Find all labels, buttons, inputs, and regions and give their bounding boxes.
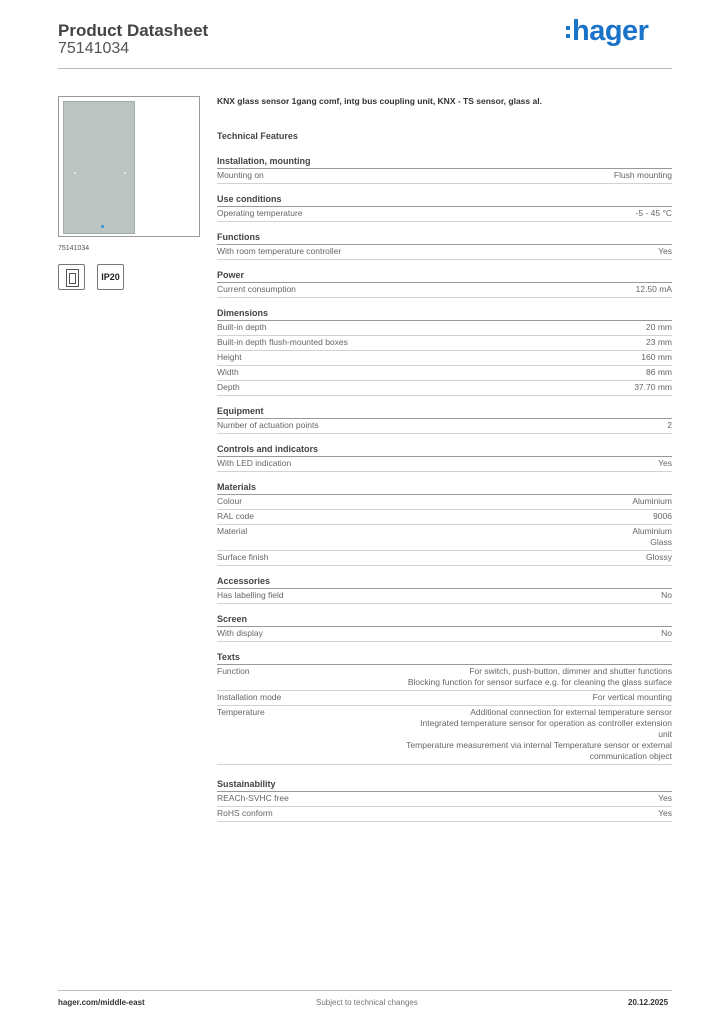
spec-row xyxy=(217,207,672,222)
spec-section xyxy=(217,270,672,298)
spec-row xyxy=(217,283,672,298)
spec-row xyxy=(217,589,672,604)
spec-value xyxy=(646,367,672,378)
spec-label: Width xyxy=(217,367,239,377)
spec-row xyxy=(217,381,672,396)
spec-section xyxy=(217,576,672,604)
spec-value-line: Yes xyxy=(658,793,672,803)
spec-value xyxy=(646,552,672,563)
spec-value-line: unit xyxy=(658,729,672,739)
section-title: Screen xyxy=(217,614,672,627)
spec-value xyxy=(632,526,672,548)
spec-value-line: Yes xyxy=(658,808,672,818)
spec-value xyxy=(658,458,672,469)
spec-value xyxy=(667,420,672,431)
spec-row xyxy=(217,807,672,822)
spec-label: RAL code xyxy=(217,511,255,521)
spec-row xyxy=(217,245,672,260)
section-title: Equipment xyxy=(217,406,672,419)
spec-section xyxy=(217,779,672,822)
spec-label: Current consumption xyxy=(217,284,296,294)
spec-value xyxy=(646,337,672,348)
spec-label: Temperature xyxy=(217,707,265,717)
page-sku: 75141034 xyxy=(58,40,130,57)
spec-value xyxy=(636,284,672,295)
spec-value xyxy=(632,496,672,507)
product-image-sku: 75141034 xyxy=(58,245,90,252)
spec-row xyxy=(217,366,672,381)
spec-value xyxy=(658,808,672,819)
spec-value-line: 160 mm xyxy=(641,352,672,362)
spec-value xyxy=(593,692,672,703)
spec-section xyxy=(217,156,672,184)
section-title: Dimensions xyxy=(217,308,672,321)
product-description: KNX glass sensor 1gang comf, intg bus coupling unit, KNX - TS sensor, glass al. xyxy=(217,96,542,106)
spec-value-line: Glass xyxy=(650,537,672,547)
section-title: Functions xyxy=(217,232,672,245)
spec-label: Function xyxy=(217,666,250,676)
spec-value-line: 9006 xyxy=(653,511,672,521)
section-title: Use conditions xyxy=(217,194,672,207)
spec-sections xyxy=(217,156,672,822)
section-title: Controls and indicators xyxy=(217,444,672,457)
footer-notice: Subject to technical changes xyxy=(316,998,418,1007)
ip-rating-badge xyxy=(97,264,124,290)
spec-value-line: 37.70 mm xyxy=(634,382,672,392)
spec-value-line: 86 mm xyxy=(646,367,672,377)
spec-label: Built-in depth flush-mounted boxes xyxy=(217,337,348,347)
spec-label: With display xyxy=(217,628,263,638)
spec-label: Depth xyxy=(217,382,240,392)
spec-value-line: Yes xyxy=(658,458,672,468)
spec-value xyxy=(636,208,672,219)
spec-row xyxy=(217,551,672,566)
ip-rating-label: IP20 xyxy=(101,272,120,282)
spec-value-line: Additional connection for external temperature sensor xyxy=(470,707,672,717)
spec-section xyxy=(217,444,672,472)
spec-value-line: Temperature measurement via internal Temperature sensor or external xyxy=(406,740,672,750)
spec-row xyxy=(217,419,672,434)
logo-dots-icon xyxy=(566,22,570,42)
spec-section xyxy=(217,232,672,260)
spec-row xyxy=(217,691,672,706)
spec-value xyxy=(653,511,672,522)
hager-logo xyxy=(566,15,648,48)
spec-row xyxy=(217,351,672,366)
spec-label: RoHS conform xyxy=(217,808,273,818)
spec-value xyxy=(646,322,672,333)
spec-row xyxy=(217,510,672,525)
spec-value-line: Yes xyxy=(658,246,672,256)
footer-divider xyxy=(58,990,672,991)
spec-value-line: Aluminium xyxy=(632,526,672,536)
page-title: Product Datasheet xyxy=(58,21,209,40)
spec-value xyxy=(641,352,672,363)
spec-label: Material xyxy=(217,526,248,536)
spec-row xyxy=(217,336,672,351)
spec-value-line: 2 xyxy=(667,420,672,430)
section-title: Texts xyxy=(217,652,672,665)
spec-label: REACh-SVHC free xyxy=(217,793,289,803)
spec-label: Number of actuation points xyxy=(217,420,319,430)
spec-value-line: Blocking function for sensor surface e.g. for cleaning the glass surface xyxy=(407,677,672,687)
blue-led-indicator xyxy=(101,225,104,228)
spec-section xyxy=(217,194,672,222)
led-dot xyxy=(124,172,126,174)
spec-section xyxy=(217,614,672,642)
spec-row xyxy=(217,321,672,336)
led-dot xyxy=(74,172,76,174)
spec-label: Mounting on xyxy=(217,170,264,180)
spec-value-line: 12.50 mA xyxy=(635,284,672,294)
spec-section xyxy=(217,482,672,566)
glass-sensor-panel xyxy=(63,101,135,234)
spec-row xyxy=(217,627,672,642)
spec-row xyxy=(217,706,672,765)
section-title: Power xyxy=(217,270,672,283)
spec-section xyxy=(217,308,672,396)
technical-features-heading: Technical Features xyxy=(217,131,298,141)
spec-value-line: -5 - 45 °C xyxy=(635,208,672,218)
product-image xyxy=(58,96,200,237)
spec-value-line: communication object xyxy=(589,751,672,761)
section-title: Accessories xyxy=(217,576,672,589)
flush-mount-badge xyxy=(58,264,85,290)
logo-text: hager xyxy=(572,15,649,47)
spec-value xyxy=(658,793,672,804)
section-title: Installation, mounting xyxy=(217,156,672,169)
spec-value-line: 23 mm xyxy=(646,337,672,347)
spec-row xyxy=(217,495,672,510)
section-title: Materials xyxy=(217,482,672,495)
spec-value xyxy=(634,382,672,393)
spec-value xyxy=(614,170,672,181)
spec-label: Installation mode xyxy=(217,692,282,702)
footer-date: 20.12.2025 xyxy=(628,998,669,1007)
spec-value-line: For vertical mounting xyxy=(592,692,672,702)
spec-row xyxy=(217,525,672,551)
spec-label: Operating temperature xyxy=(217,208,303,218)
spec-label: Surface finish xyxy=(217,552,269,562)
spec-section xyxy=(217,406,672,434)
header-divider xyxy=(58,68,672,69)
spec-value-line: Glossy xyxy=(646,552,672,562)
spec-label: Colour xyxy=(217,496,243,506)
spec-value xyxy=(408,666,672,688)
spec-value xyxy=(661,590,672,601)
spec-value-line: Integrated temperature sensor for operation as controller extension xyxy=(420,718,672,728)
section-title: Sustainability xyxy=(217,779,672,792)
spec-row xyxy=(217,792,672,807)
spec-value-line: No xyxy=(661,628,672,638)
spec-section xyxy=(217,652,672,765)
spec-row xyxy=(217,169,672,184)
flush-mount-icon xyxy=(66,269,79,287)
spec-value xyxy=(658,246,672,257)
spec-value-line: 20 mm xyxy=(646,322,672,332)
spec-row xyxy=(217,457,672,472)
spec-label: Height xyxy=(217,352,242,362)
spec-label: Has labelling field xyxy=(217,590,284,600)
spec-value-line: Flush mounting xyxy=(613,170,672,180)
spec-value xyxy=(406,707,672,762)
spec-value-line: No xyxy=(661,590,672,600)
spec-label: With room temperature controller xyxy=(217,246,342,256)
spec-label: Built-in depth xyxy=(217,322,267,332)
spec-value-line: For switch, push-button, dimmer and shutter functions xyxy=(469,666,672,676)
spec-value xyxy=(661,628,672,639)
spec-value-line: Aluminium xyxy=(632,496,672,506)
spec-row xyxy=(217,665,672,691)
spec-label: With LED indication xyxy=(217,458,292,468)
spec-column xyxy=(217,96,672,822)
footer-website: hager.com/middle-east xyxy=(58,998,145,1007)
